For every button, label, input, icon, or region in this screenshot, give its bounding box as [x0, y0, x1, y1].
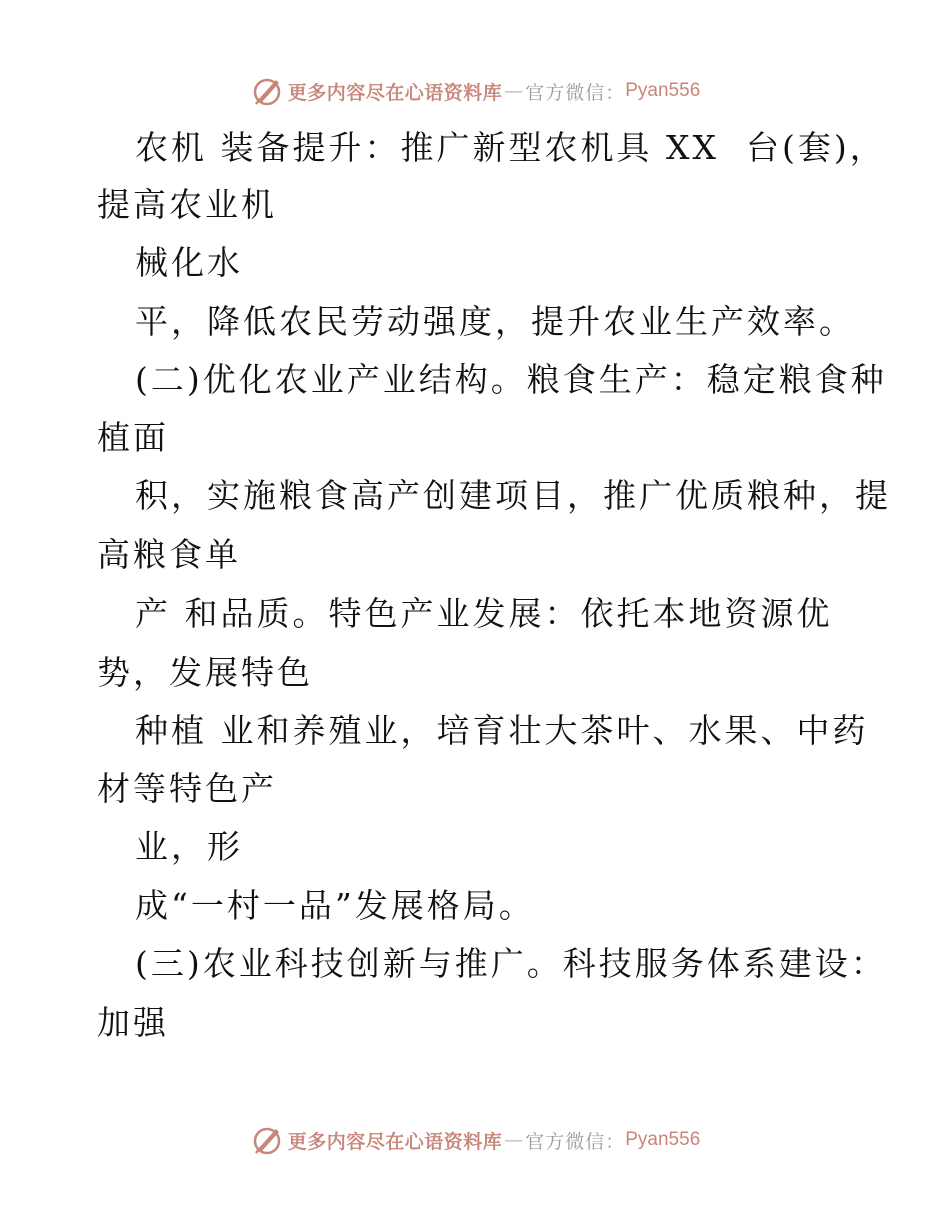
watermark-handle: Pyan556 [625, 80, 701, 101]
watermark-slogan: 更多内容尽在心语资料库 [287, 81, 503, 104]
body-line: 积，实施粮食高产创建项目，推广优质粮种，提 [135, 476, 891, 515]
body-line: 种植 业和养殖业，培育壮大茶叶、水果、中药 [135, 711, 869, 750]
body-line: 农机 装备提升：推广新型农机具 XX 台(套)， [135, 128, 886, 167]
body-line: 产 和品质。特色产业发展：依托本地资源优 [135, 594, 833, 633]
body-line: 植面 [97, 418, 169, 457]
body-line: 提高农业机 [97, 185, 277, 224]
quill-pen-icon [250, 74, 284, 108]
body-line: (三)农业科技创新与推广。科技服务体系建设： [135, 944, 887, 983]
watermark-handle: Pyan556 [625, 1129, 701, 1150]
body-line: 加强 [97, 1003, 169, 1042]
watermark-contact-label: 官方微信： [525, 81, 626, 104]
body-line: 平，降低农民劳动强度，提升农业生产效率。 [135, 302, 855, 341]
body-line: 高粮食单 [97, 535, 241, 574]
body-line: 业，形 [135, 827, 243, 866]
watermark-slogan: 更多内容尽在心语资料库 [287, 1130, 503, 1153]
quill-pen-icon [250, 1123, 284, 1157]
body-line: 成“一村一品”发展格局。 [135, 886, 535, 925]
body-line: 材等特色产 [97, 769, 277, 808]
watermark-dash: — [504, 80, 524, 102]
body-line: 械化水 [135, 243, 243, 282]
watermark-contact-label: 官方微信： [525, 1130, 626, 1153]
body-line: 势，发展特色 [97, 653, 313, 692]
watermark-dash: — [504, 1129, 524, 1151]
body-line: (二)优化农业产业结构。粮食生产：稳定粮食种 [135, 360, 887, 399]
footer-watermark [0, 1120, 950, 1160]
header-watermark [0, 71, 950, 111]
